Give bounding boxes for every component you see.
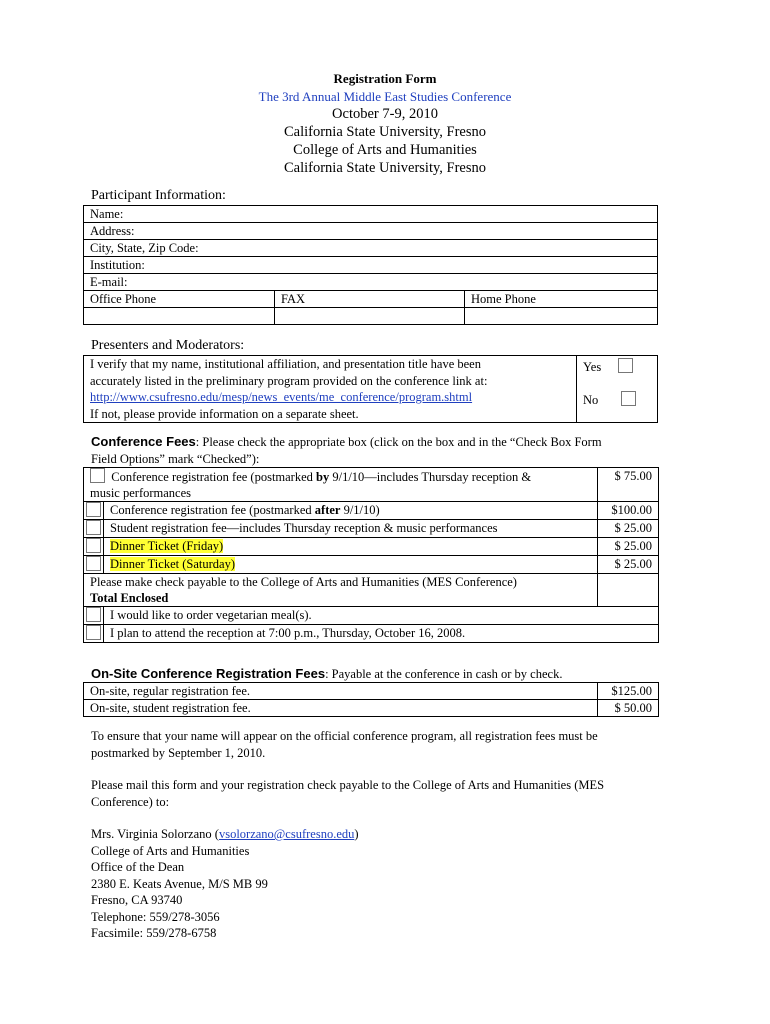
reception-checkbox[interactable] [86,625,101,640]
student-checkbox[interactable] [86,520,101,535]
address-street: 2380 E. Keats Avenue, M/S MB 99 [91,876,268,891]
conference-dates: October 7-9, 2010 [332,106,438,122]
fees-intro [91,433,671,468]
fees-heading: Conference Fees [91,434,196,449]
total-enclosed-label: Total Enclosed [90,591,169,605]
address-office: Office of the Dean [91,860,185,874]
participant-heading: Participant Information: [91,188,226,203]
registration-checkbox[interactable] [90,468,105,483]
late-text-a: Conference registration fee (postmarked [110,503,315,517]
conference-name: The 3rd Annual Middle East Studies Conference [258,89,512,104]
reg-text-b: by [316,470,330,484]
dinner-friday-fee: $ 25.00 [598,538,659,556]
email-field[interactable]: E-mail: [84,274,658,291]
fax-label: FAX [275,291,465,308]
student-fee: $ 25.00 [598,520,659,538]
vegetarian-option: I would like to order vegetarian meal(s). [104,607,659,625]
conference-college: College of Arts and Humanities [293,142,477,158]
onsite-student-fee: $ 50.00 [598,700,659,717]
ensure-line-1: To ensure that your name will appear on the official conference program, all registration fees must be [91,729,598,743]
fee-row-late [104,502,598,520]
presenters-heading: Presenters and Moderators: [91,338,245,353]
fax-input[interactable] [275,308,465,325]
late-registration-fee: $100.00 [598,502,659,520]
reg-text-c: 9/1/10—includes Thursday reception & [329,470,532,484]
total-enclosed-input[interactable] [598,574,659,607]
conference-location: California State University, Fresno [283,124,487,140]
form-title: Registration Form [333,71,437,86]
participant-table [83,205,658,325]
verify-line-1: I verify that my name, institutional affiliation, and presentation title have been [90,357,481,371]
dinner-friday-label: Dinner Ticket (Friday) [110,539,224,553]
contact-paren: ) [354,827,359,841]
dinner-saturday-fee: $ 25.00 [598,556,659,574]
reg-text-d: music performances [90,486,192,500]
onsite-table [83,682,659,717]
address-field[interactable]: Address: [84,223,658,240]
late-text-b: after [314,503,341,517]
address-facsimile: Facsimile: 559/278-6758 [91,926,217,940]
mailing-address [91,826,671,942]
onsite-regular-fee: $125.00 [598,683,659,700]
registration-fee: $ 75.00 [598,468,659,502]
late-text-c: 9/1/10) [340,503,380,517]
verify-line-2: accurately listed in the preliminary program provided on the conference link at: [90,373,488,388]
address-city: Fresno, CA 93740 [91,893,183,907]
fee-row-dinner-saturday [104,556,598,574]
office-phone-input[interactable] [84,308,275,325]
home-phone-label: Home Phone [465,291,658,308]
late-registration-checkbox[interactable] [86,502,101,517]
onsite-intro-text: : Payable at the conference in cash or by check. [325,667,563,681]
contact-email-link[interactable]: vsolorzano@csufresno.edu [218,827,355,841]
reception-option: I plan to attend the reception at 7:00 p.m., Thursday, October 16, 2008. [104,625,659,643]
mail-line-2: Conference) to: [91,795,170,809]
no-checkbox[interactable] [621,391,636,406]
conference-location-2: California State University, Fresno [283,160,487,176]
onsite-regular-label: On-site, regular registration fee. [84,683,598,700]
fees-table [83,467,659,643]
yes-label: Yes [583,360,602,374]
verify-line-4: If not, please provide information on a separate sheet. [90,406,359,421]
no-label: No [583,393,599,407]
contact-name: Mrs. Virginia Solorzano ( [91,827,219,841]
fee-row-dinner-friday [104,538,598,556]
dinner-friday-checkbox[interactable] [86,538,101,553]
home-phone-input[interactable] [465,308,658,325]
office-phone-label: Office Phone [84,291,275,308]
mail-paragraph [91,777,671,811]
ensure-line-2: postmarked by September 1, 2010. [91,746,266,760]
dinner-saturday-label: Dinner Ticket (Saturday) [110,557,235,571]
fees-intro-text-2: Field Options” mark “Checked”): [91,452,260,466]
dinner-saturday-checkbox[interactable] [86,556,101,571]
payable-row [84,574,598,607]
yes-checkbox[interactable] [618,358,633,373]
ensure-paragraph [91,728,671,762]
address-telephone: Telephone: 559/278-3056 [91,909,220,924]
onsite-heading: On-Site Conference Registration Fees [91,666,326,681]
name-field[interactable]: Name: [84,206,658,223]
presenters-table [83,355,658,423]
fee-row-student: Student registration fee—includes Thursday reception & music performances [104,520,598,538]
fee-row-registration [84,468,598,502]
program-link[interactable]: http://www.csufresno.edu/mesp/news_events/me_conference/program.shtml [90,390,473,404]
city-state-zip-field[interactable]: City, State, Zip Code: [84,240,658,257]
mail-line-1: Please mail this form and your registration check payable to the College of Arts and Humanities (MES [91,778,605,792]
verify-text [84,356,577,423]
reg-text-a: Conference registration fee (postmarked [111,470,317,484]
institution-field[interactable]: Institution: [84,257,658,274]
yes-no-cell [577,356,658,423]
address-college: College of Arts and Humanities [91,843,250,858]
fees-intro-text: : Please check the appropriate box (click on the box and in the “Check Box Form [195,435,602,449]
vegetarian-checkbox[interactable] [86,607,101,622]
onsite-intro [91,665,671,683]
payable-text: Please make check payable to the College of Arts and Humanities (MES Conference) [90,575,517,589]
onsite-student-label: On-site, student registration fee. [84,700,598,717]
